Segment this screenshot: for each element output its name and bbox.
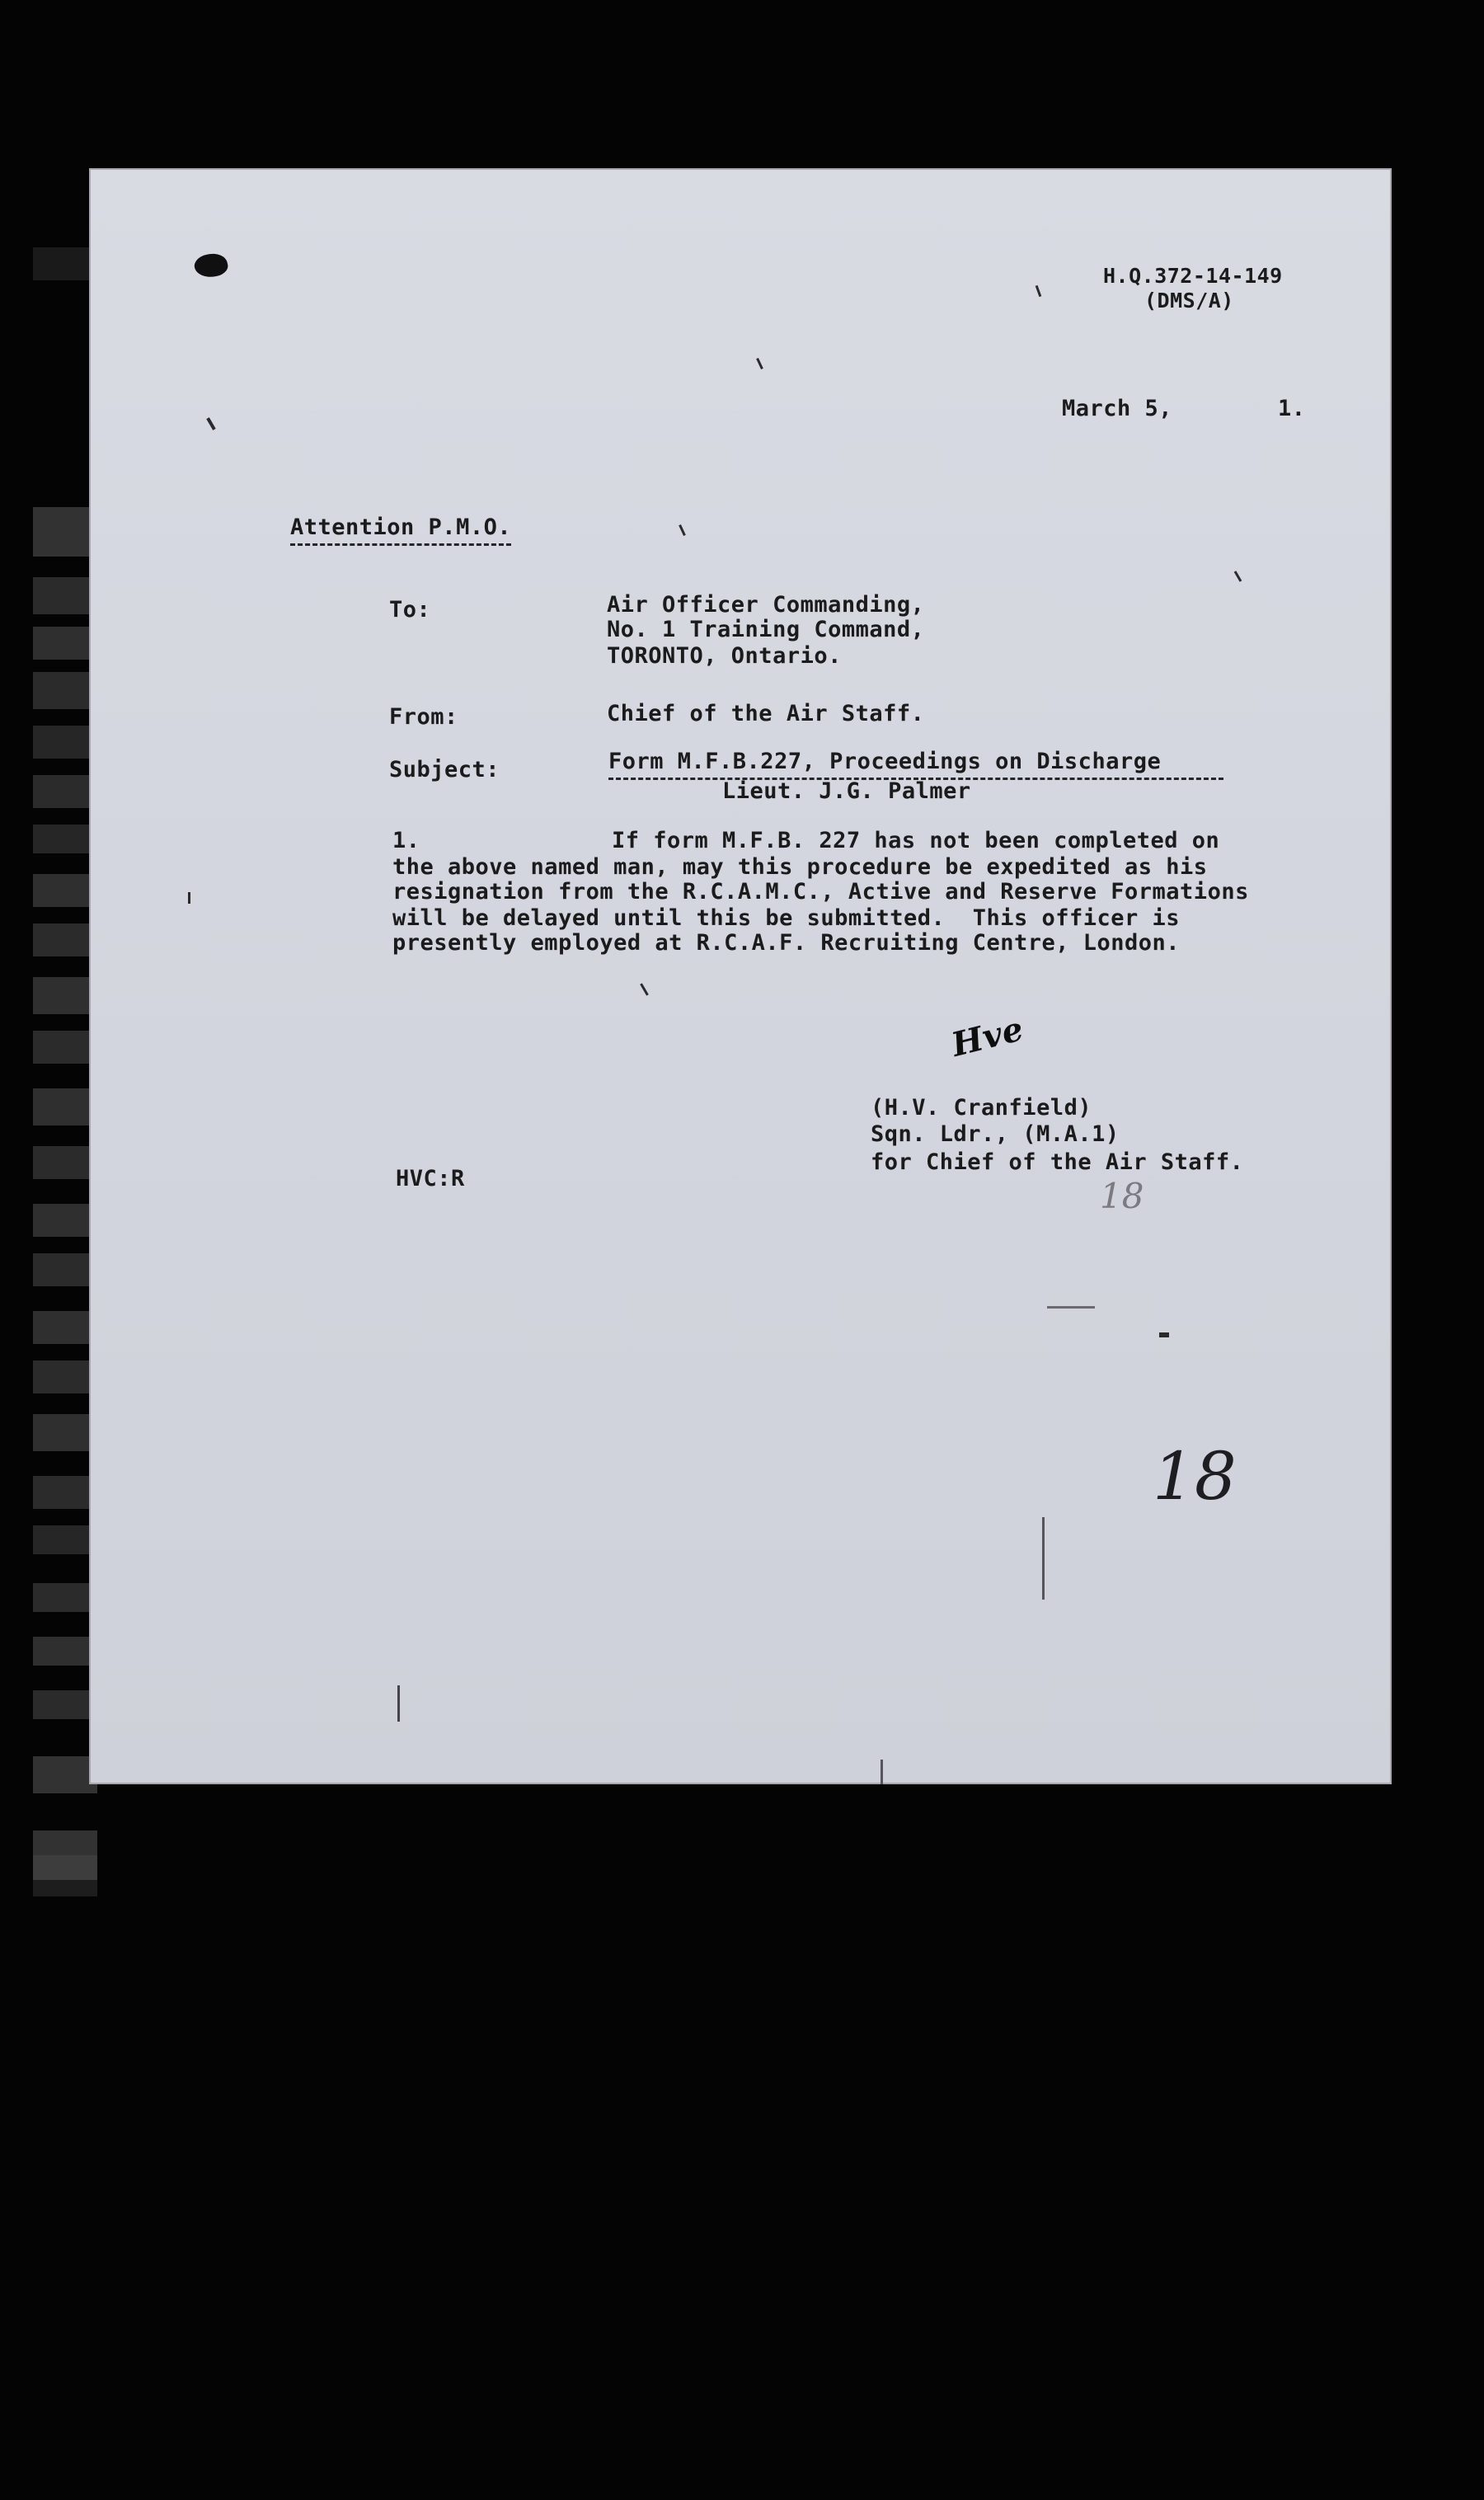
file-subreference: (DMS/A) bbox=[1144, 289, 1234, 312]
signatory-rank: Sqn. Ldr., (M.A.1) bbox=[871, 1121, 1120, 1147]
stray-mark bbox=[1234, 571, 1242, 582]
body-line-1: If form M.F.B. 227 has not been completed on bbox=[612, 828, 1220, 853]
body-line-2: the above named man, may this procedure be expedited as his bbox=[392, 854, 1208, 880]
subject-line-2: Lieut. J.G. Palmer bbox=[722, 778, 971, 804]
to-line-2: No. 1 Training Command, bbox=[607, 617, 925, 642]
film-edge-strip bbox=[0, 0, 103, 2500]
file-reference: H.Q.372-14-149 bbox=[1103, 264, 1283, 288]
ink-blot bbox=[193, 251, 230, 280]
memo-page bbox=[89, 168, 1392, 1784]
handwritten-number-small: 18 bbox=[1100, 1176, 1144, 1216]
attention-line: Attention P.M.O. bbox=[290, 516, 511, 546]
subject-line-1: Form M.F.B.227, Proceedings on Discharge bbox=[608, 750, 1223, 780]
stray-mark bbox=[881, 1760, 883, 1784]
letter-date: March 5, bbox=[1062, 396, 1173, 421]
stray-mark bbox=[640, 983, 649, 995]
body-line-3: resignation from the R.C.A.M.C., Active and Reserve Formations bbox=[392, 879, 1249, 905]
handwritten-number-large: 18 bbox=[1153, 1438, 1237, 1515]
body-line-5: presently employed at R.C.A.F. Recruiting Centre, London. bbox=[392, 930, 1181, 956]
reference-initials: HVC:R bbox=[396, 1166, 465, 1191]
page-number: 1. bbox=[1278, 396, 1306, 421]
from-label: From: bbox=[389, 704, 458, 730]
to-line-3: TORONTO, Ontario. bbox=[607, 643, 842, 669]
stray-mark bbox=[756, 358, 763, 369]
paragraph-number: 1. bbox=[392, 828, 420, 853]
stray-mark bbox=[1159, 1332, 1169, 1337]
to-line-1: Air Officer Commanding, bbox=[607, 592, 925, 618]
stray-mark bbox=[1036, 285, 1042, 297]
stray-mark bbox=[206, 417, 215, 430]
body-line-4: will be delayed until this be submitted. This officer is bbox=[392, 905, 1181, 931]
from-value: Chief of the Air Staff. bbox=[607, 701, 925, 726]
to-label: To: bbox=[389, 597, 431, 623]
signatory-name: (H.V. Cranfield) bbox=[871, 1095, 1092, 1121]
stray-mark bbox=[397, 1685, 400, 1722]
stray-mark bbox=[679, 524, 686, 536]
stray-mark bbox=[1042, 1517, 1045, 1600]
film-bottom-edge bbox=[495, 2408, 989, 2410]
subject-label: Subject: bbox=[389, 757, 500, 782]
stray-mark bbox=[188, 892, 190, 904]
signatory-for: for Chief of the Air Staff. bbox=[871, 1149, 1244, 1175]
signature-initials: Hve bbox=[947, 1009, 1028, 1064]
stray-mark bbox=[1047, 1306, 1095, 1309]
